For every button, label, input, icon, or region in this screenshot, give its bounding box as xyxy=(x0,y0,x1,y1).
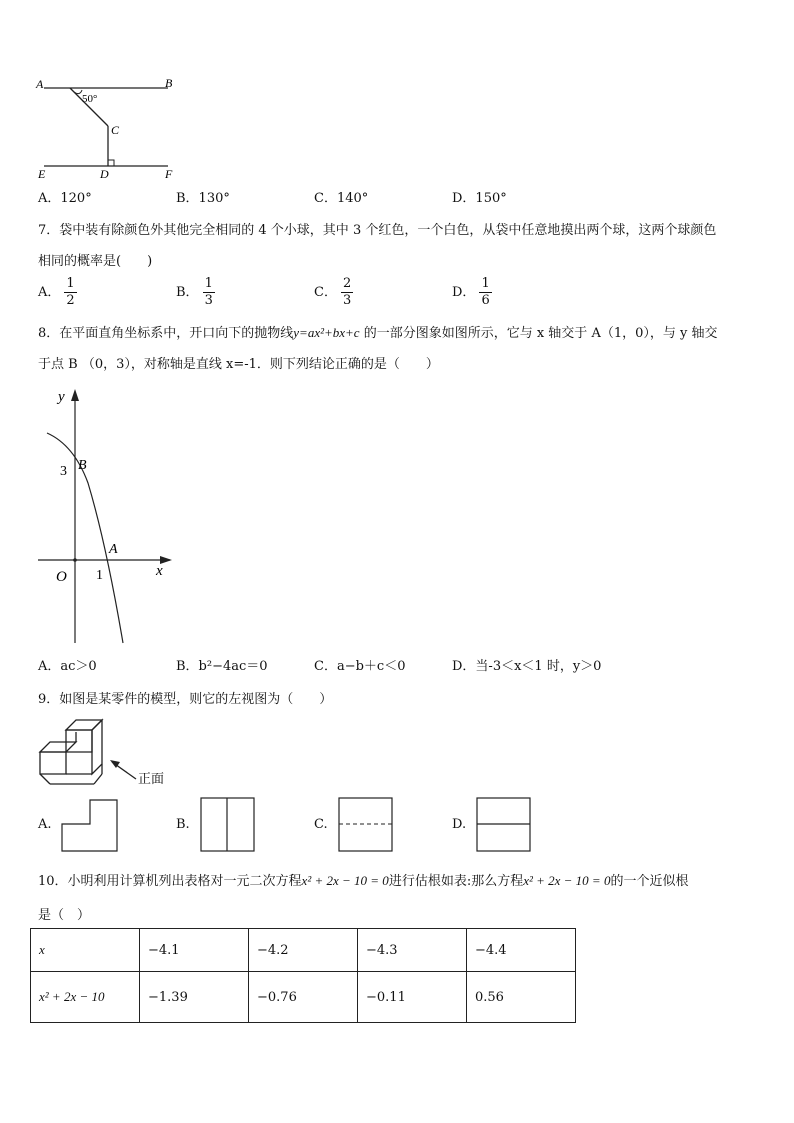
point-b-label: B xyxy=(78,458,87,473)
q9-option-a-shape xyxy=(60,798,120,854)
q10-stem-line2: 是（ ） xyxy=(38,908,91,923)
q8-stem-line1: 8．在平面直角坐标系中，开口向下的抛物线y=ax²+bx+c 的一部分图象如图所示，它与 x 轴交于 A（1，0），与 y 轴交 xyxy=(38,325,718,341)
q6-option-d: D．150° xyxy=(452,191,507,206)
label-A: A xyxy=(36,77,44,91)
label-D: D xyxy=(100,167,109,181)
q9-option-b-label: B. xyxy=(176,817,190,832)
q9-option-d-shape xyxy=(475,796,533,854)
table-cell: −4.4 xyxy=(467,929,576,972)
q10-equation-1: x² + 2x − 10 = 0 xyxy=(301,873,389,888)
q6-option-a: A．120° xyxy=(38,191,92,206)
table-cell: −0.11 xyxy=(358,972,467,1023)
angle-label: 50° xyxy=(82,93,98,105)
q9-option-c-label: C. xyxy=(314,817,328,832)
point-a-label: A xyxy=(109,542,118,557)
q9-option-b-shape xyxy=(199,796,257,854)
table-cell: −4.1 xyxy=(140,929,249,972)
axis-x-label: x xyxy=(156,563,163,579)
q8-stem-line2: 于点 B （0，3），对称轴是直线 x=-1．则下列结论正确的是（ ） xyxy=(38,357,439,372)
table-cell: 0.56 xyxy=(467,972,576,1023)
q7-stem-line2: 相同的概率是( ) xyxy=(38,254,153,269)
label-F: F xyxy=(165,167,173,181)
q7-stem-line1: 7．袋中装有除颜色外其他完全相同的 4 个小球，其中 3 个红色，一个白色，从袋中任意地摸出两个球，这两个球颜色 xyxy=(38,223,717,238)
table-row xyxy=(31,972,576,1023)
front-view-label: 正面 xyxy=(138,772,165,787)
q8-option-b: B．b²−4ac＝0 xyxy=(176,659,268,674)
q8-option-d: D．当-3＜x＜1 时，y＞0 xyxy=(452,659,602,674)
table-cell: x xyxy=(31,929,140,972)
axis-y-label: y xyxy=(58,389,65,405)
table-cell: −0.76 xyxy=(249,972,358,1023)
q7-option-c: C． $\frac{2}{3}$ xyxy=(314,276,352,308)
q7-option-d: D． $\frac{1}{6}$ xyxy=(452,276,490,308)
q10-stem-line1: 10．小明利用计算机列出表格对一元二次方程x² + 2x − 10 = 0进行估根如表:那么方程x² + 2x − 10 = 0的一个近似根 xyxy=(38,873,689,889)
q10-equation-2: x² + 2x − 10 = 0 xyxy=(523,873,611,888)
label-E: E xyxy=(38,167,46,181)
table-cell: −4.3 xyxy=(358,929,467,972)
q7-option-a: A． $\frac{1}{2}$ xyxy=(38,276,75,308)
table-cell: x² + 2x − 10 xyxy=(31,972,140,1023)
q9-option-d-label: D. xyxy=(452,817,467,832)
estimation-table xyxy=(30,928,576,1023)
origin-label: O xyxy=(56,569,67,585)
q9-option-a-label: A. xyxy=(38,817,52,832)
q8-parabola-graph xyxy=(30,383,190,648)
q7-option-b: B． $\frac{1}{3}$ xyxy=(176,276,213,308)
table-cell: −4.2 xyxy=(249,929,358,972)
q6-figure xyxy=(34,72,184,182)
q6-option-b: B．130° xyxy=(176,191,230,206)
table-row xyxy=(31,929,576,972)
tick-1-label: 1 xyxy=(96,568,103,583)
q8-option-a: A．ac＞0 xyxy=(38,659,97,674)
q6-option-c: C．140° xyxy=(314,191,369,206)
label-B: B xyxy=(165,76,173,90)
q9-option-c-shape xyxy=(337,796,395,854)
table-cell: −1.39 xyxy=(140,972,249,1023)
q9-stem: 9．如图是某零件的模型，则它的左视图为（ ） xyxy=(38,692,333,707)
q8-option-c: C．a−b＋c＜0 xyxy=(314,659,406,674)
label-C: C xyxy=(111,123,120,137)
tick-3-label: 3 xyxy=(60,464,67,479)
